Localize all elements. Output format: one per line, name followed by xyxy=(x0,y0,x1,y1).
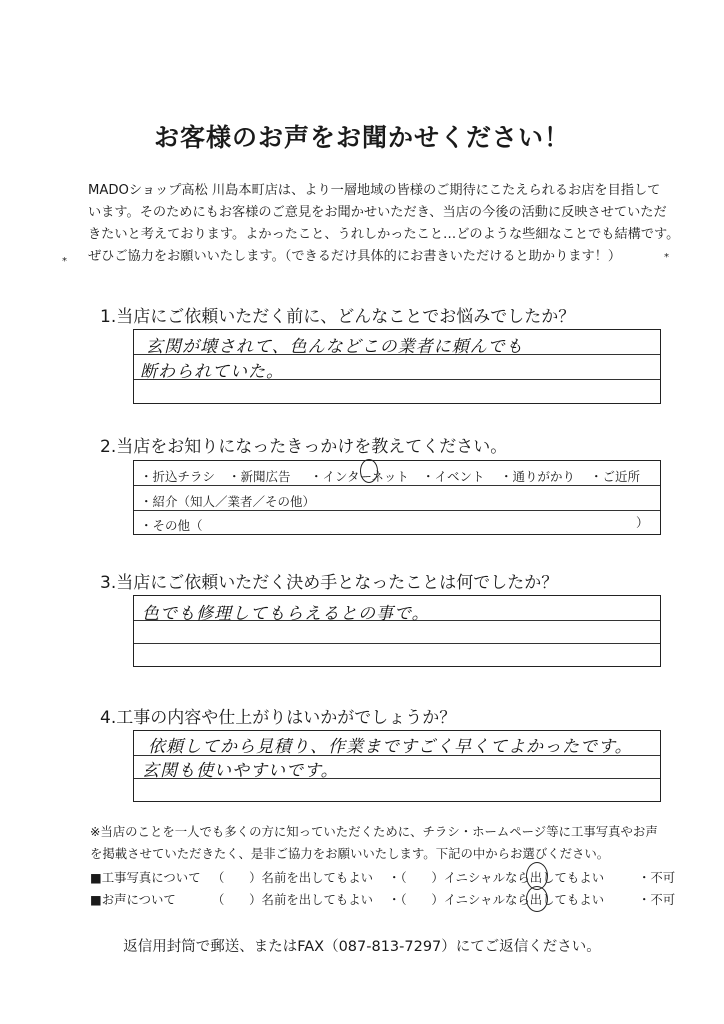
return-instructions: 返信用封筒で郵送、またはFAX（087-813-7297）にてご返信ください。 xyxy=(123,939,601,955)
photo-option-no[interactable]: ・不可 xyxy=(638,870,676,885)
question-1-title: 1.当店にご依頼いただく前に、どんなことでお悩みでしたか？ xyxy=(100,307,576,327)
handwritten-answer: 玄関も使いやすいです。 xyxy=(142,761,339,781)
option-neighborhood[interactable]: ・ご近所 xyxy=(590,469,641,484)
notes-line: を掲載させていただきたく、是非ご協力をお願いいたします。下記の中からお選びください。 xyxy=(90,846,610,861)
page-title: お客様のお声をお聞かせください！ xyxy=(153,123,570,152)
question-4-title: 4.工事の内容や仕上がりはいかがでしょうか？ xyxy=(100,708,457,728)
option-other[interactable]: ・その他（ xyxy=(140,518,203,533)
intro-line: います。そのためにもお客様のご意見をお聞かせいただき、当店の今後の活動に反映させていただ xyxy=(88,205,667,220)
voice-option-initials[interactable]: ・（ ）イニシャルなら出してもよい xyxy=(388,892,605,907)
photo-option-name[interactable]: （ ）名前を出してもよい xyxy=(212,870,374,885)
option-other-close: ） xyxy=(636,515,649,530)
option-passing-by[interactable]: ・通りがかり xyxy=(500,469,576,484)
option-event[interactable]: ・イベント xyxy=(422,469,485,484)
photo-option-initials[interactable]: ・（ ）イニシャルなら出してもよい xyxy=(388,870,605,885)
handwritten-answer: 依頼してから見積り、作業まですごく早くてよかったです。 xyxy=(148,737,633,757)
handwritten-answer: 色でも修理してもらえるとの事で。 xyxy=(142,604,430,624)
question-2-title: 2.当店をお知りになったきっかけを教えてください。 xyxy=(100,437,508,457)
voice-option-no[interactable]: ・不可 xyxy=(638,892,676,907)
intro-line: MADOショップ高松 川島本町店は、より一層地域の皆様のご期待にこたえられるお店を目指して xyxy=(88,183,661,198)
question-4-answer-box[interactable] xyxy=(133,730,661,802)
question-3-answer-box[interactable] xyxy=(133,595,661,667)
option-newspaper[interactable]: ・新聞広告 xyxy=(228,469,291,484)
intro-line: きたいと考えております。よかったこと、うれしかったこと…どのような些細なことでも結構です。 xyxy=(88,227,680,242)
selection-mark xyxy=(526,886,548,912)
margin-mark: * xyxy=(62,256,67,267)
voice-option-name[interactable]: （ ）名前を出してもよい xyxy=(212,892,374,907)
photo-permission-label: ■工事写真について xyxy=(90,870,201,885)
option-referral[interactable]: ・紹介（知人／業者／その他） xyxy=(140,494,316,509)
handwritten-answer: 玄関が壊されて、色んなどこの業者に頼んでも xyxy=(146,337,524,357)
permission-section xyxy=(90,822,710,912)
handwritten-answer: 断わられていた。 xyxy=(140,362,284,382)
notes-line: ※当店のことを一人でも多くの方に知っていただくために、チラシ・ホームページ等に工事写真やお声 xyxy=(90,824,658,839)
intro-text xyxy=(88,180,688,268)
option-flyer[interactable]: ・折込チラシ xyxy=(140,469,216,484)
question-1-answer-box[interactable] xyxy=(133,329,661,404)
question-2-options-box xyxy=(133,460,661,535)
question-3-title: 3.当店にご依頼いただく決め手となったことは何でしたか？ xyxy=(100,573,559,593)
intro-line: ぜひご協力をお願いいたします。（できるだけ具体的にお書きいただけると助かります！） xyxy=(88,249,622,264)
margin-mark: * xyxy=(664,252,669,263)
option-internet[interactable]: ・インターネット xyxy=(310,469,409,484)
answer-rule xyxy=(134,485,660,486)
selection-mark xyxy=(360,459,378,483)
answer-rule xyxy=(134,510,660,511)
voice-permission-label: ■お声について xyxy=(90,892,176,907)
answer-rule xyxy=(134,643,660,644)
